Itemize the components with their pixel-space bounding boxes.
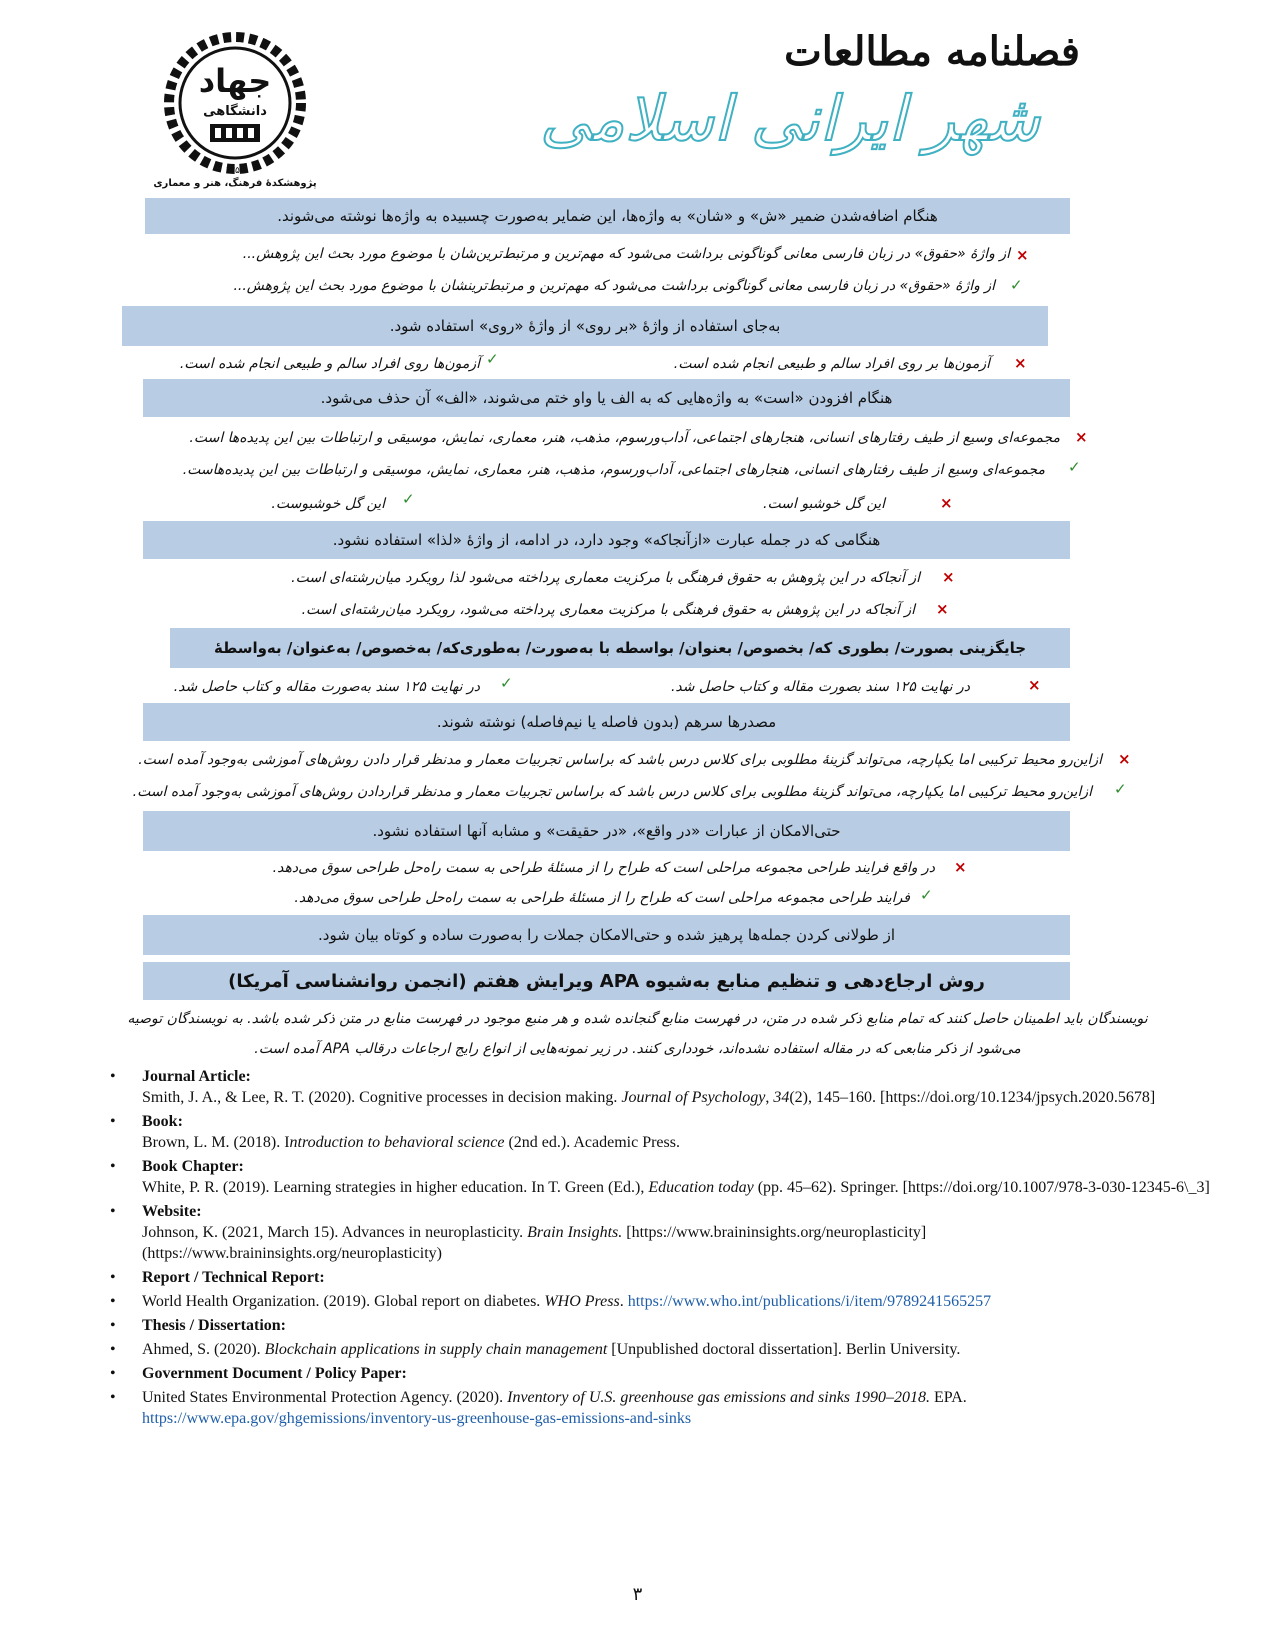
right-mark-icon: ✓: [920, 886, 933, 904]
rule-1-right-example: از واژهٔ «حقوق» در زبان فارسی معانی گوناگونی برداشت می‌شود که مهم‌ترین و مرتبط‌ترینشان با موضوع مورد بحث این پژوهش...: [233, 278, 995, 294]
wrong-mark-icon: ×: [1075, 428, 1088, 446]
reference-link[interactable]: https://www.who.int/publications/i/item/9789241565257: [627, 1293, 992, 1310]
rule-1-wrong-example: از واژهٔ «حقوق» در زبان فارسی معانی گوناگونی برداشت می‌شود که مهم‌ترین و مرتبط‌ترین‌شان با موضوع مورد بحث این پژوهش...: [242, 246, 1010, 262]
wrong-mark-icon: ×: [1016, 246, 1029, 264]
rule-3-right-example: مجموعه‌ای وسیع از طیف رفتارهای انسانی، هنجارهای اجتماعی، آداب‌ورسوم، مذهب، هنر، معماری، نمایش، موسیقی و ارتباطات بین این پدیده‌هاست.: [182, 462, 1045, 478]
reference-heading: • Thesis / Dissertation:: [142, 1317, 286, 1334]
reference-heading-thesis: [100, 1315, 1210, 1336]
reference-item-thesis: • Ahmed, S. (2020). Blockchain applications in supply chain management [Unpublished doctoral dissertation]. Berlin University.: [100, 1339, 1210, 1360]
wrong-mark-icon: ×: [1118, 750, 1131, 768]
reference-item-book-chapter: • Book Chapter: White, P. R. (2019). Learning strategies in higher education. In T. Green (Ed.), Education today (pp. 45–62). Springer. [https://doi.org/10.1007/978-3-030-12345-6\_3]: [100, 1156, 1210, 1198]
logo-caption: پژوهشکدهٔ فرهنگ، هنر و معماری: [153, 178, 317, 189]
reference-heading: • Report / Technical Report:: [142, 1269, 325, 1286]
reference-item-report: • World Health Organization. (2019). Global report on diabetes. WHO Press. https://www.who.int/publications/i/item/9789241565257: [100, 1291, 1210, 1312]
reference-heading: • Journal Article:: [142, 1068, 251, 1085]
right-mark-icon: ✓: [1068, 458, 1081, 476]
journal-small-title: فصلنامه مطالعات: [784, 28, 1080, 75]
rule-4-wrong-example: از آنجاکه در این پژوهش به حقوق فرهنگی با مرکزیت معماری پرداخته می‌شود لذا رویکرد میان‌رشته‌ای است.: [291, 570, 920, 586]
right-mark-icon: ✓: [486, 350, 499, 368]
reference-heading: • Book:: [142, 1113, 183, 1130]
logo-sub: دانشگاهی: [203, 104, 267, 119]
right-mark-icon: ✓: [500, 674, 513, 692]
logo-name: جهاد: [198, 62, 272, 100]
rule-band-8: از طولانی کردن جمله‌ها پرهیز شده و حتی‌الامکان جملات را به‌صورت ساده و کوتاه بیان شود.: [143, 915, 1070, 955]
rule-3-right-example-2: این گل خوشبوست.: [271, 496, 385, 512]
reference-item-book: • Book: Brown, L. M. (2018). Introduction to behavioral science (2nd ed.). Academic Press.: [100, 1111, 1210, 1153]
rule-band-7: حتی‌الامکان از عبارات «در واقع»، «در حقیقت» و مشابه آنها استفاده نشود.: [143, 811, 1070, 851]
page-number: ۳: [632, 1584, 643, 1605]
rule-band-5: جایگزینی بصورت/ بطوری که/ بخصوص/ بعنوان/ بواسطه با به‌صورت/ به‌طوری‌که/ به‌خصوص/ به‌عنوان/ به‌واسطهٔ: [170, 628, 1070, 668]
wrong-mark-icon: ×: [1028, 676, 1041, 694]
right-mark-icon: ✓: [1010, 276, 1023, 294]
rule-6-right-example: ازاین‌رو محیط ترکیبی اما یکپارچه، می‌تواند گزینهٔ مطلوبی برای کلاس درس باشد که براساس تجربیات معمار و مدنظر قراردادن روش‌های آموزشی به‌وجود آمده است.: [132, 784, 1092, 800]
journal-big-title: شهر ایرانی اسلامی: [539, 82, 1040, 155]
wrong-mark-icon: ×: [954, 858, 967, 876]
rule-6-wrong-example: ازاین‌رو محیط ترکیبی اما یکپارچه، می‌تواند گزینهٔ مطلوبی برای کلاس درس باشد که براساس تجربیات معمار و مدنظر قرار دادن روش‌های آموزشی به‌وجود آمده است.: [138, 752, 1102, 768]
intro-line-2: می‌شود از ذکر منابعی که در مقاله استفاده نشده‌اند، خودداری کنند. در زیر نمونه‌هایی از انواع رایج ارجاعات درقالب APA آمده است.: [254, 1041, 1021, 1057]
rule-3-wrong-example: مجموعه‌ای وسیع از طیف رفتارهای انسانی، هنجارهای اجتماعی، آداب‌ورسوم، مذهب، هنر، معماری، نمایش، موسیقی و ارتباطات بین این پدیده‌ها است.: [189, 430, 1060, 446]
rule-5-right-example: در نهایت ۱۲۵ سند به‌صورت مقاله و کتاب حاصل شد.: [173, 679, 480, 695]
reference-link[interactable]: https://www.epa.gov/ghgemissions/inventory-us-greenhouse-gas-emissions-and-sinks: [142, 1410, 692, 1427]
reference-item-government: • United States Environmental Protection Agency. (2020). Inventory of U.S. greenhouse gas emissions and sinks 1990–2018. EPA. https://www.epa.gov/ghgemissions/inventory-us-greenhouse-gas-emissions-and-sinks: [100, 1387, 1210, 1429]
journal-title-logo: [500, 20, 1100, 190]
rule-2-wrong-example: آزمون‌ها بر روی افراد سالم و طبیعی انجام شده است.: [673, 356, 990, 372]
rule-band-4: هنگامی که در جمله عبارت «ازآنجاکه» وجود دارد، در ادامه، از واژهٔ «لذا» استفاده نشود.: [143, 521, 1070, 559]
reference-heading: • Website:: [142, 1203, 202, 1220]
logo-year: ۱۳۵۹: [225, 166, 245, 176]
rule-4-wrong-example-2: از آنجاکه در این پژوهش به حقوق فرهنگی با مرکزیت معماری پرداخته می‌شود، رویکرد میان‌رشته‌ای است.: [301, 602, 915, 618]
wrong-mark-icon: ×: [936, 600, 949, 618]
rule-5-wrong-example: در نهایت ۱۲۵ سند بصورت مقاله و کتاب حاصل شد.: [670, 679, 970, 695]
rule-7-right-example: فرایند طراحی مجموعه مراحلی است که طراح را از مسئلهٔ طراحی به سمت راه‌حل طراحی سوق می‌دهد.: [294, 890, 910, 906]
rule-band-6: مصدرها سرهم (بدون فاصله یا نیم‌فاصله) نوشته شوند.: [143, 703, 1070, 741]
rule-3-wrong-example-2: این گل خوشبو است.: [763, 496, 885, 512]
wrong-mark-icon: ×: [942, 568, 955, 586]
institute-logo: [153, 28, 317, 198]
wrong-mark-icon: ×: [1014, 354, 1027, 372]
reference-item-website: • Website: Johnson, K. (2021, March 15). Advances in neuroplasticity. Brain Insights. [https://www.braininsights.org/neuroplasticity] (https://www.braininsights.org/neuroplasticity): [100, 1201, 1210, 1264]
rule-band-3: هنگام افزودن «است» به واژه‌هایی که به الف یا واو ختم می‌شوند، «الف» آن حذف می‌شود.: [143, 379, 1070, 417]
right-mark-icon: ✓: [402, 490, 415, 508]
right-mark-icon: ✓: [1114, 780, 1127, 798]
wrong-mark-icon: ×: [940, 494, 953, 512]
gear-emblem-icon: [160, 28, 310, 178]
section-title: روش ارجاع‌دهی و تنظیم منابع به‌شیوه APA ویرایش هفتم (انجمن روانشناسی آمریکا): [143, 962, 1070, 1000]
reference-heading-government: [100, 1363, 1210, 1384]
reference-list: [100, 1066, 1210, 1432]
reference-item-journal: • Journal Article: Smith, J. A., & Lee, R. T. (2020). Cognitive processes in decision making. Journal of Psychology, 34(2), 145–160. [https://doi.org/10.1234/jpsych.2020.5678]: [100, 1066, 1210, 1108]
reference-heading: • Government Document / Policy Paper:: [142, 1365, 407, 1382]
intro-line-1: نویسندگان باید اطمینان حاصل کنند که تمام منابع ذکر شده در متن، در فهرست منابع گنجانده شده و هر منبع موجود در فهرست منابع در متن ذکر شده باشد. به نویسندگان توصیه: [127, 1011, 1148, 1027]
rule-band-1: هنگام اضافه‌شدن ضمیر «ش» و «شان» به واژه‌ها، این ضمایر به‌صورت چسبیده به واژه‌ها نوشته می‌شوند.: [145, 198, 1070, 234]
rule-band-2: به‌جای استفاده از واژهٔ «بر روی» از واژهٔ «روی» استفاده شود.: [122, 306, 1048, 346]
rule-7-wrong-example: در واقع فرایند طراحی مجموعه مراحلی است که طراح را از مسئلهٔ طراحی به سمت راه‌حل طراحی سوق می‌دهد.: [272, 860, 935, 876]
rule-2-right-example: آزمون‌ها روی افراد سالم و طبیعی انجام شده است.: [179, 356, 480, 372]
reference-heading: • Book Chapter:: [142, 1158, 244, 1175]
reference-heading-report: [100, 1267, 1210, 1288]
